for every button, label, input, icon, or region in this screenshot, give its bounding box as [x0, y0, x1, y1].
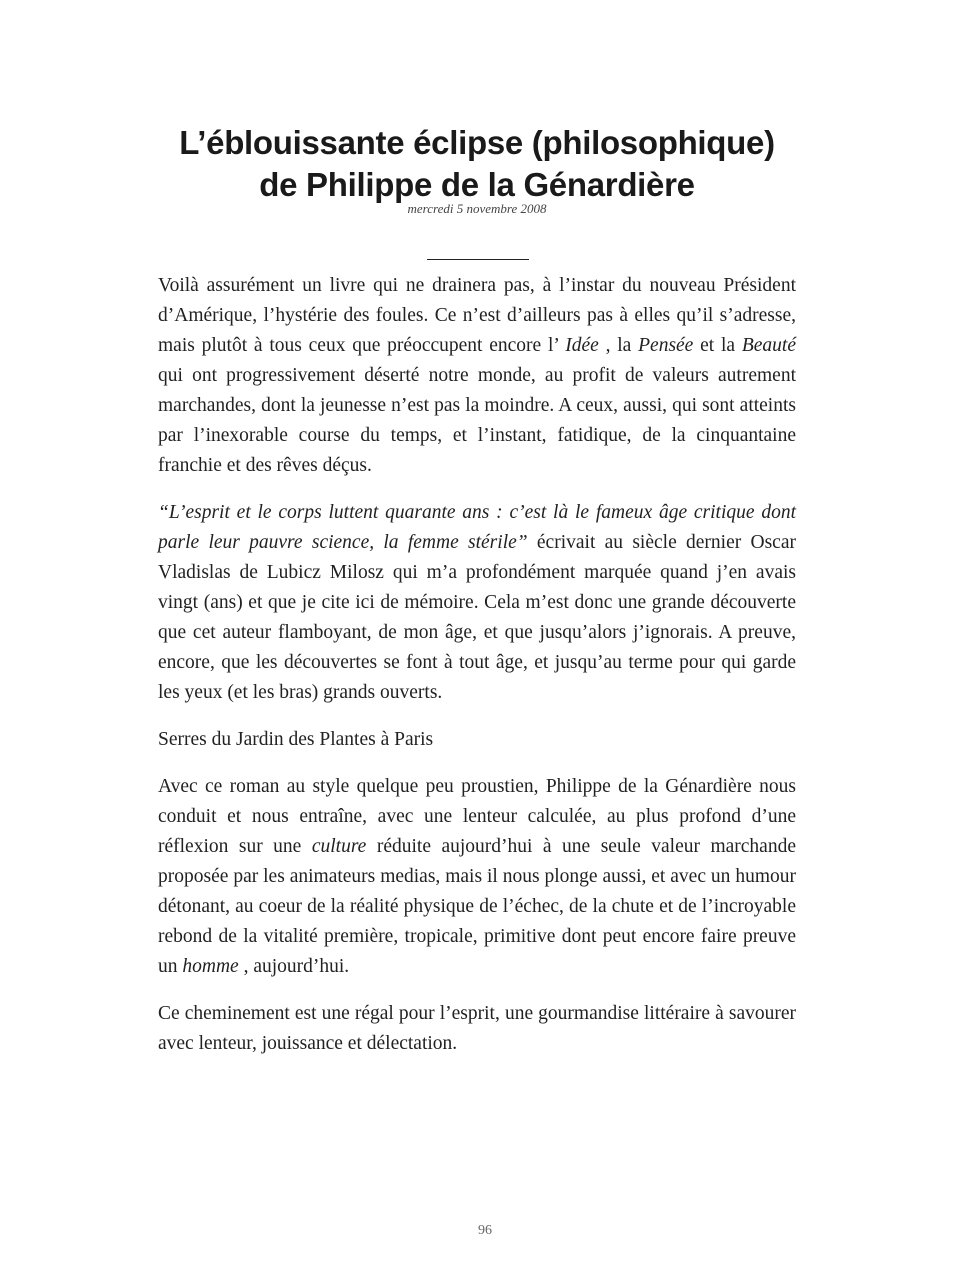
emphasis-homme: homme — [182, 956, 239, 977]
paragraph-2: “L’esprit et le corps luttent quarante ans : c’est là le fameux âge critique dont parle leur pauvre science, la femme stérile” écrivait au siècle dernier Oscar Vladislas de Lubicz Milosz qui m’a profondément marquée quand j’en avais vingt (ans) et que je cite ici de mémoire. Cela m’est donc une grande découverte que cet auteur flamboyant, de mon âge, et que jusqu’alors j’ignorais. A preuve, encore, que les découvertes se font à tout âge, et jusqu’au terme pour qui garde les yeux (et les bras) grands ouverts. — [158, 502, 796, 703]
article-date: mercredi 5 novembre 2008 — [407, 201, 547, 216]
emphasis-idee: Idée — [565, 335, 599, 356]
emphasis-pensee: Pensée — [638, 335, 694, 356]
title-line-2: de Philippe de la Génardière — [259, 166, 695, 203]
paragraph-5: Ce cheminement est une régal pour l’esprit, une gourmandise littéraire à savourer avec lenteur, jouissance et délectation. — [158, 1003, 796, 1054]
paragraph-3: Serres du Jardin des Plantes à Paris — [158, 729, 434, 750]
paragraph-4: Avec ce roman au style quelque peu proustien, Philippe de la Génardière nous conduit et nous entraîne, avec une lenteur calculée, au plus profond d’une réflexion sur une culture réduite aujourd’hui à une seule valeur marchande proposée par les animateurs medias, mais il nous plonge aussi, et avec un humour détonant, au coeur de la réalité physique de l’échec, de la chute et de l’incroyable rebond de la vitalité première, tropicale, primitive dont peut encore faire preuve un homme , aujourd’hui. — [158, 776, 796, 977]
title-divider — [427, 259, 529, 260]
article-body — [158, 271, 796, 1076]
paragraph-1: Voilà assurément un livre qui ne drainera pas, à l’instar du nouveau Président d’Amérique, l’hystérie des foules. Ce n’est d’ailleurs pas à elles qu’il s’adresse, mais plutôt à tous ceux que préoccupent encore l’ Idée , la Pensée et la Beauté qui ont progressivement déserté notre monde, au profit de valeurs autrement marchandes, dont la jeunesse n’est pas la moindre. A ceux, aussi, qui sont atteints par l’inexorable course du temps, et l’instant, fatidique, de la cinquantaine franchie et des rêves déçus. — [158, 275, 796, 476]
emphasis-beaute: Beauté — [741, 335, 796, 356]
emphasis-culture: culture — [311, 836, 367, 857]
title-line-1: L’éblouissante éclipse (philosophique) — [179, 124, 775, 161]
page-number: 96 — [478, 1223, 492, 1238]
milosz-quote: “L’esprit et le corps luttent quarante ans : c’est là le fameux âge critique dont parle leur pauvre science, la femme stérile” — [158, 502, 796, 553]
article-title — [100, 122, 854, 206]
title-block — [100, 122, 854, 216]
